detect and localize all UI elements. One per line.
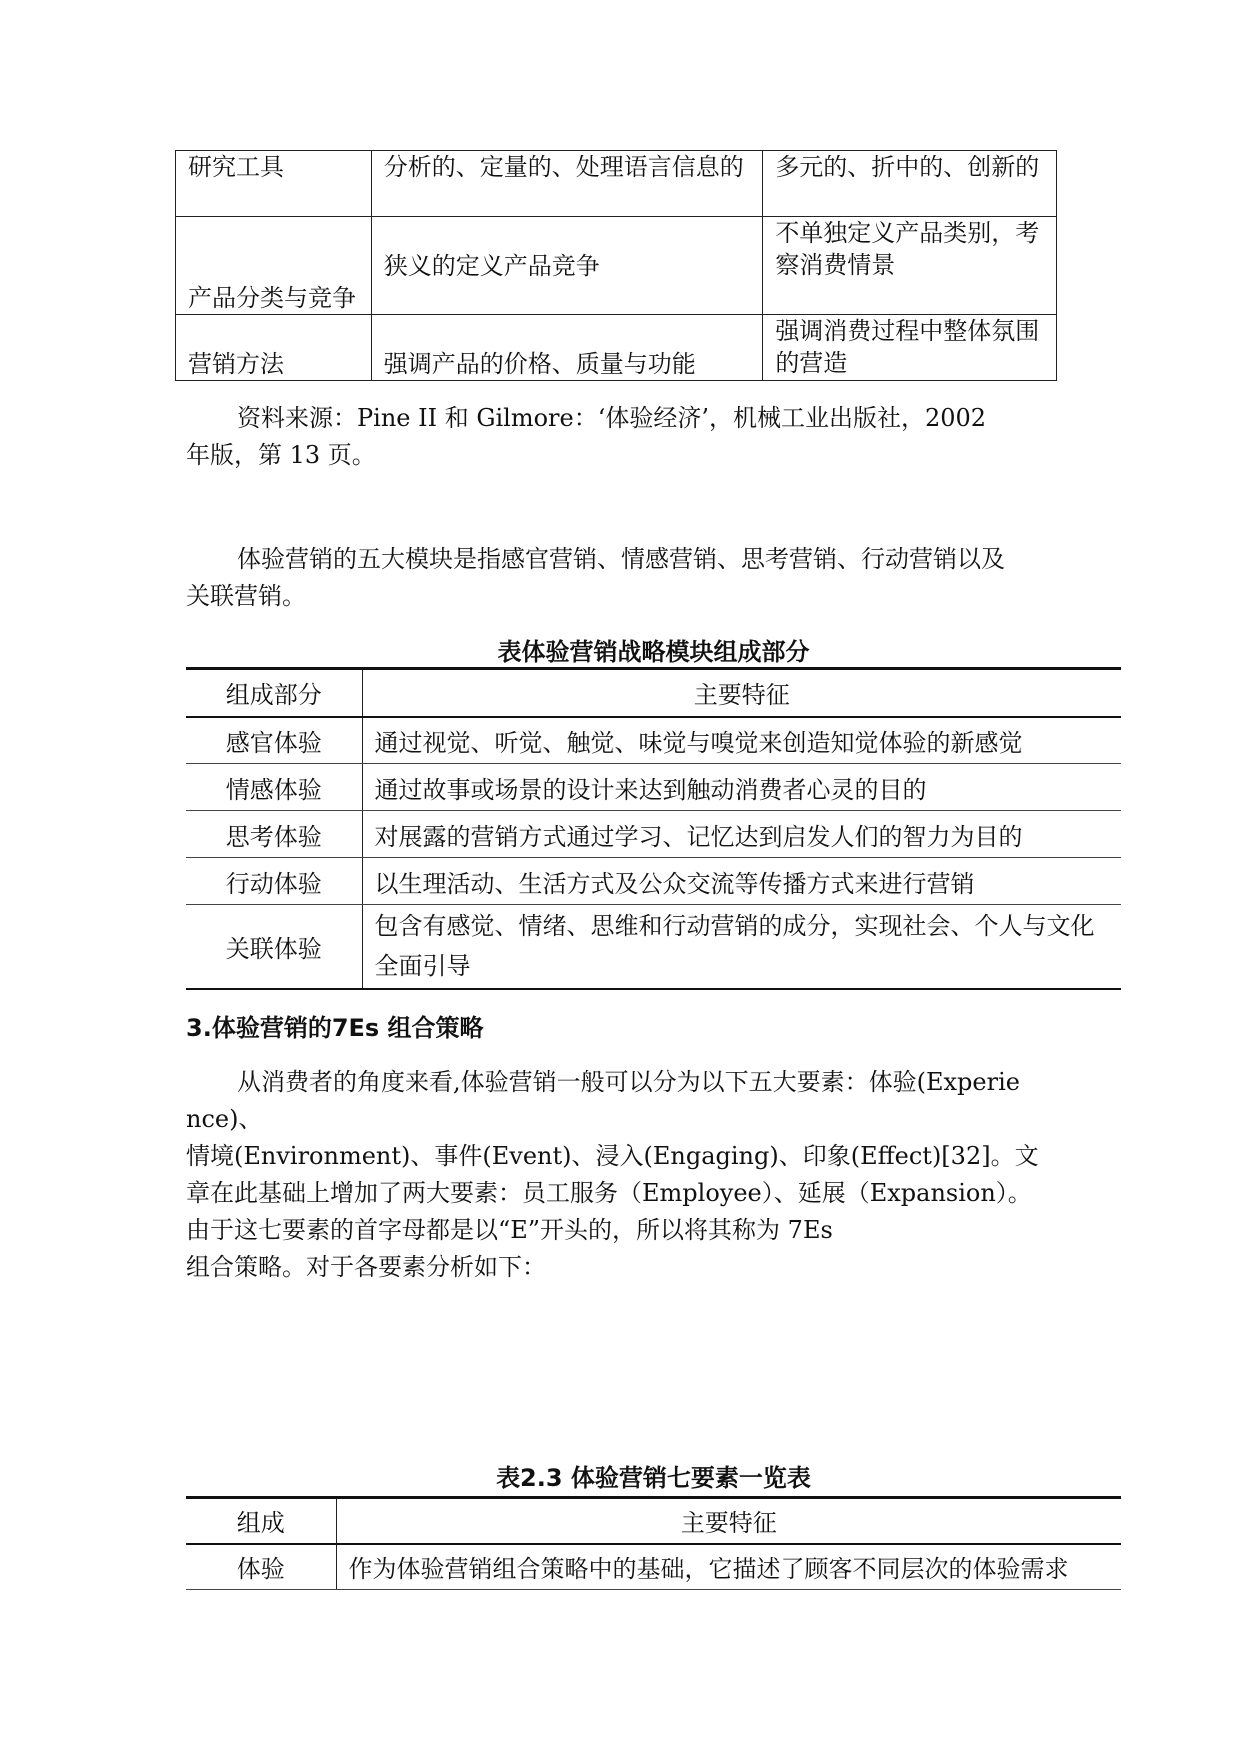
source-note-line1: 资料来源：Pine II 和 Gilmore：‘体验经济’，机械工业出版社，2002 xyxy=(237,404,987,432)
table-cell: 情感体验 xyxy=(186,764,362,811)
table-caption: 表体验营销战略模块组成部分 xyxy=(497,638,810,666)
table-cell: 关联体验 xyxy=(186,905,362,989)
section-heading: 3.体验营销的7Es 组合策略 xyxy=(186,1014,484,1042)
table-cell: 营销方法 xyxy=(176,315,372,381)
paragraph-line: nce)、 xyxy=(186,1105,263,1133)
table-cell: 包含有感觉、情绪、思维和行动营销的成分，实现社会、个人与文化全面引导 xyxy=(362,905,1121,989)
paragraph-line: 章在此基础上增加了两大要素：员工服务（Employee）、延展（Expansion）。 xyxy=(186,1179,1032,1207)
table-cell: 思考体验 xyxy=(186,811,362,858)
table-cell: 产品分类与竞争 xyxy=(176,217,372,315)
table-row xyxy=(186,764,1121,811)
table-header-cell: 主要特征 xyxy=(362,669,1121,717)
table-row xyxy=(176,217,1057,315)
strategy-modules-table xyxy=(186,667,1121,990)
table-header-row xyxy=(186,1498,1121,1544)
table-header-cell: 主要特征 xyxy=(336,1498,1121,1544)
paragraph-line: 从消费者的角度来看,体验营销一般可以分为以下五大要素：体验(Experie xyxy=(237,1068,1020,1096)
table-row xyxy=(176,151,1057,217)
source-note-line2: 年版，第 13 页。 xyxy=(186,441,376,469)
table-cell: 通过故事或场景的设计来达到触动消费者心灵的目的 xyxy=(362,764,1121,811)
table-cell: 对展露的营销方式通过学习、记忆达到启发人们的智力为目的 xyxy=(362,811,1121,858)
table-row xyxy=(186,858,1121,905)
paragraph-line: 关联营销。 xyxy=(186,582,306,610)
table-cell: 行动体验 xyxy=(186,858,362,905)
table-cell: 研究工具 xyxy=(176,151,372,217)
table-row xyxy=(176,315,1057,381)
table-cell: 作为体验营销组合策略中的基础，它描述了顾客不同层次的体验需求 xyxy=(336,1544,1121,1590)
table-row xyxy=(186,811,1121,858)
table-row xyxy=(186,1544,1121,1590)
paragraph-line: 由于这七要素的首字母都是以“E”开头的，所以将其称为 7Es xyxy=(186,1216,833,1244)
table-cell: 以生理活动、生活方式及公众交流等传播方式来进行营销 xyxy=(362,858,1121,905)
table-header-row xyxy=(186,669,1121,717)
table-cell: 强调产品的价格、质量与功能 xyxy=(371,315,763,381)
table-cell: 多元的、折中的、创新的 xyxy=(763,151,1057,217)
table-row xyxy=(186,905,1121,989)
table-cell: 通过视觉、听觉、触觉、味觉与嗅觉来创造知觉体验的新感觉 xyxy=(362,717,1121,764)
table-row xyxy=(186,717,1121,764)
table-cell: 不单独定义产品类别，考察消费情景 xyxy=(763,217,1057,315)
table-cell: 感官体验 xyxy=(186,717,362,764)
table-cell: 强调消费过程中整体氛围的营造 xyxy=(763,315,1057,381)
table-cell: 狭义的定义产品竞争 xyxy=(371,217,763,315)
comparison-table xyxy=(175,150,1057,381)
table-caption: 表2.3 体验营销七要素一览表 xyxy=(496,1464,811,1492)
seven-elements-table xyxy=(186,1496,1121,1590)
table-header-cell: 组成 xyxy=(186,1498,336,1544)
paragraph-line: 组合策略。对于各要素分析如下： xyxy=(186,1253,546,1281)
paragraph-line: 情境(Environment)、事件(Event)、浸入(Engaging)、印象(Effect)[32]。文 xyxy=(186,1142,1039,1170)
table-cell: 分析的、定量的、处理语言信息的 xyxy=(371,151,763,217)
table-cell: 体验 xyxy=(186,1544,336,1590)
table-header-cell: 组成部分 xyxy=(186,669,362,717)
paragraph-line: 体验营销的五大模块是指感官营销、情感营销、思考营销、行动营销以及 xyxy=(237,545,1005,573)
